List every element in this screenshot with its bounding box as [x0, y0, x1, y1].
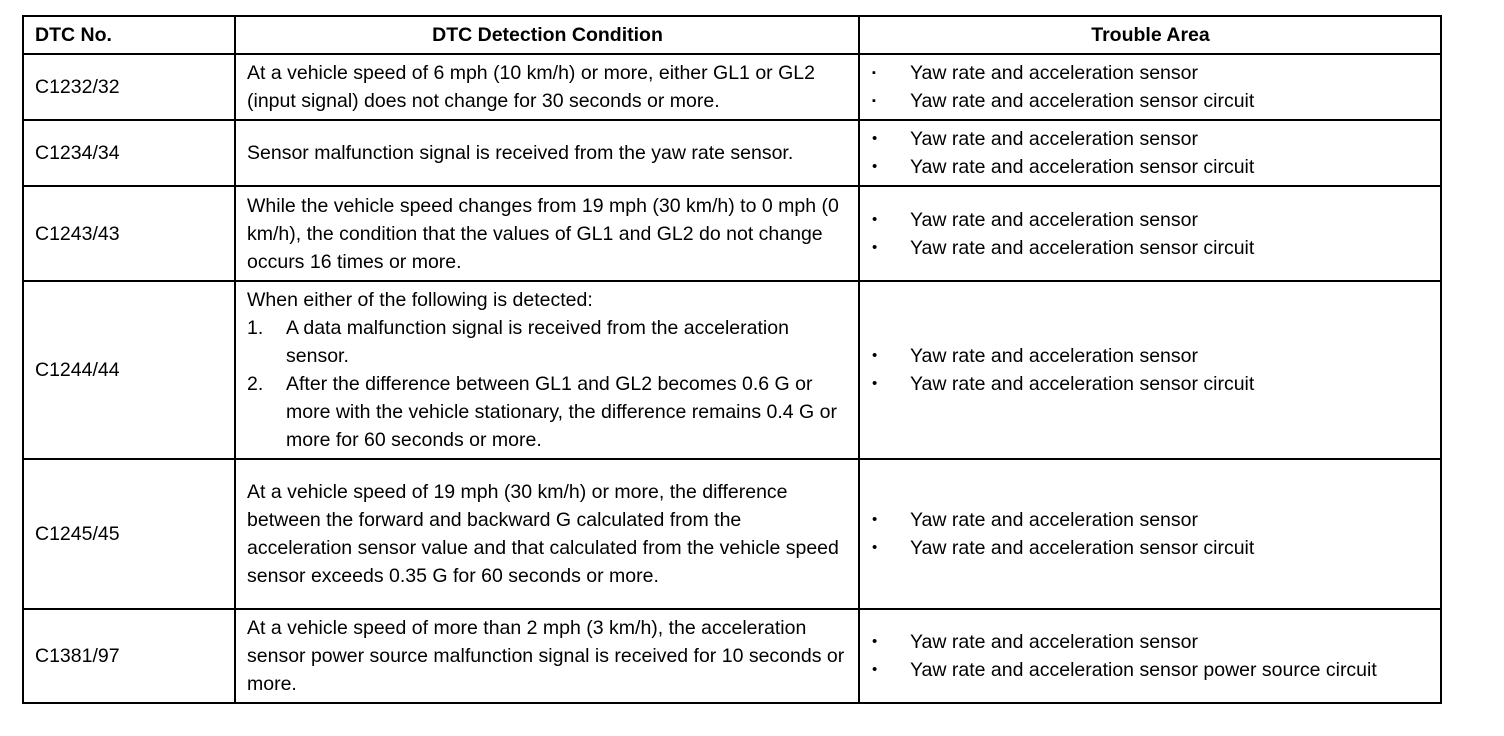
table-row [23, 186, 1441, 281]
trouble-area-list [871, 342, 1430, 398]
detection-condition [235, 281, 859, 459]
trouble-area-list [871, 125, 1430, 181]
table-row [23, 609, 1441, 703]
table-row [23, 120, 1441, 186]
trouble-area-list [871, 506, 1430, 562]
dtc-table [22, 15, 1442, 704]
step-text: After the difference between GL1 and GL2 becomes 0.6 G or more with the vehicle stationary, the difference remains 0.4 G or more for 60 seconds or more. [286, 373, 837, 451]
trouble-area-item: • Yaw rate and acceleration sensor circuit [871, 153, 1430, 181]
step-text: A data malfunction signal is received from the acceleration sensor. [286, 317, 789, 367]
detection-condition: While the vehicle speed changes from 19 mph (30 km/h) to 0 mph (0 km/h), the condition that the values of GL1 and GL2 do not change occurs 16 times or more. [235, 186, 859, 281]
detection-condition-intro: When either of the following is detected: [247, 289, 593, 311]
trouble-area [859, 609, 1441, 703]
trouble-area-item: ▪ Yaw rate and acceleration sensor [871, 59, 1430, 87]
dtc-code: C1381/97 [23, 609, 235, 703]
trouble-area-item: • Yaw rate and acceleration sensor circuit [871, 534, 1430, 562]
header-dtc-no: DTC No. [23, 16, 235, 54]
trouble-area [859, 281, 1441, 459]
trouble-area-list [871, 59, 1430, 115]
trouble-area-item: • Yaw rate and acceleration sensor [871, 125, 1430, 153]
detection-condition: Sensor malfunction signal is received from the yaw rate sensor. [235, 120, 859, 186]
table-row [23, 54, 1441, 120]
trouble-area-item: ▪ Yaw rate and acceleration sensor circuit [871, 87, 1430, 115]
trouble-area-item: • Yaw rate and acceleration sensor [871, 342, 1430, 370]
condition-step [247, 370, 848, 454]
trouble-area [859, 459, 1441, 609]
header-trouble-area: Trouble Area [859, 16, 1441, 54]
trouble-area-item: • Yaw rate and acceleration sensor [871, 206, 1430, 234]
condition-step [247, 314, 848, 370]
dtc-code: C1245/45 [23, 459, 235, 609]
header-detection-condition: DTC Detection Condition [235, 16, 859, 54]
trouble-area [859, 186, 1441, 281]
dtc-code: C1232/32 [23, 54, 235, 120]
trouble-area-list [871, 206, 1430, 262]
trouble-area-list [871, 628, 1430, 684]
table-header-row [23, 16, 1441, 54]
trouble-area-item: • Yaw rate and acceleration sensor circuit [871, 234, 1430, 262]
trouble-area [859, 54, 1441, 120]
trouble-area-item: • Yaw rate and acceleration sensor [871, 506, 1430, 534]
trouble-area-item: • Yaw rate and acceleration sensor power source circuit [871, 656, 1430, 684]
detection-condition-steps [247, 314, 848, 454]
dtc-code: C1243/43 [23, 186, 235, 281]
detection-condition: At a vehicle speed of 19 mph (30 km/h) or more, the difference between the forward and backward G calculated from the acceleration sensor value and that calculated from the vehicle speed sensor exceeds 0.35 G for 60 seconds or more. [235, 459, 859, 609]
step-number: 2. [247, 373, 264, 395]
detection-condition: At a vehicle speed of 6 mph (10 km/h) or more, either GL1 or GL2 (input signal) does not change for 30 seconds or more. [235, 54, 859, 120]
table-row [23, 281, 1441, 459]
dtc-code: C1234/34 [23, 120, 235, 186]
trouble-area-item: • Yaw rate and acceleration sensor circuit [871, 370, 1430, 398]
detection-condition: At a vehicle speed of more than 2 mph (3 km/h), the acceleration sensor power source malfunction signal is received for 10 seconds or more. [235, 609, 859, 703]
trouble-area [859, 120, 1441, 186]
dtc-code: C1244/44 [23, 281, 235, 459]
table-row [23, 459, 1441, 609]
trouble-area-item: • Yaw rate and acceleration sensor [871, 628, 1430, 656]
step-number: 1. [247, 317, 264, 339]
